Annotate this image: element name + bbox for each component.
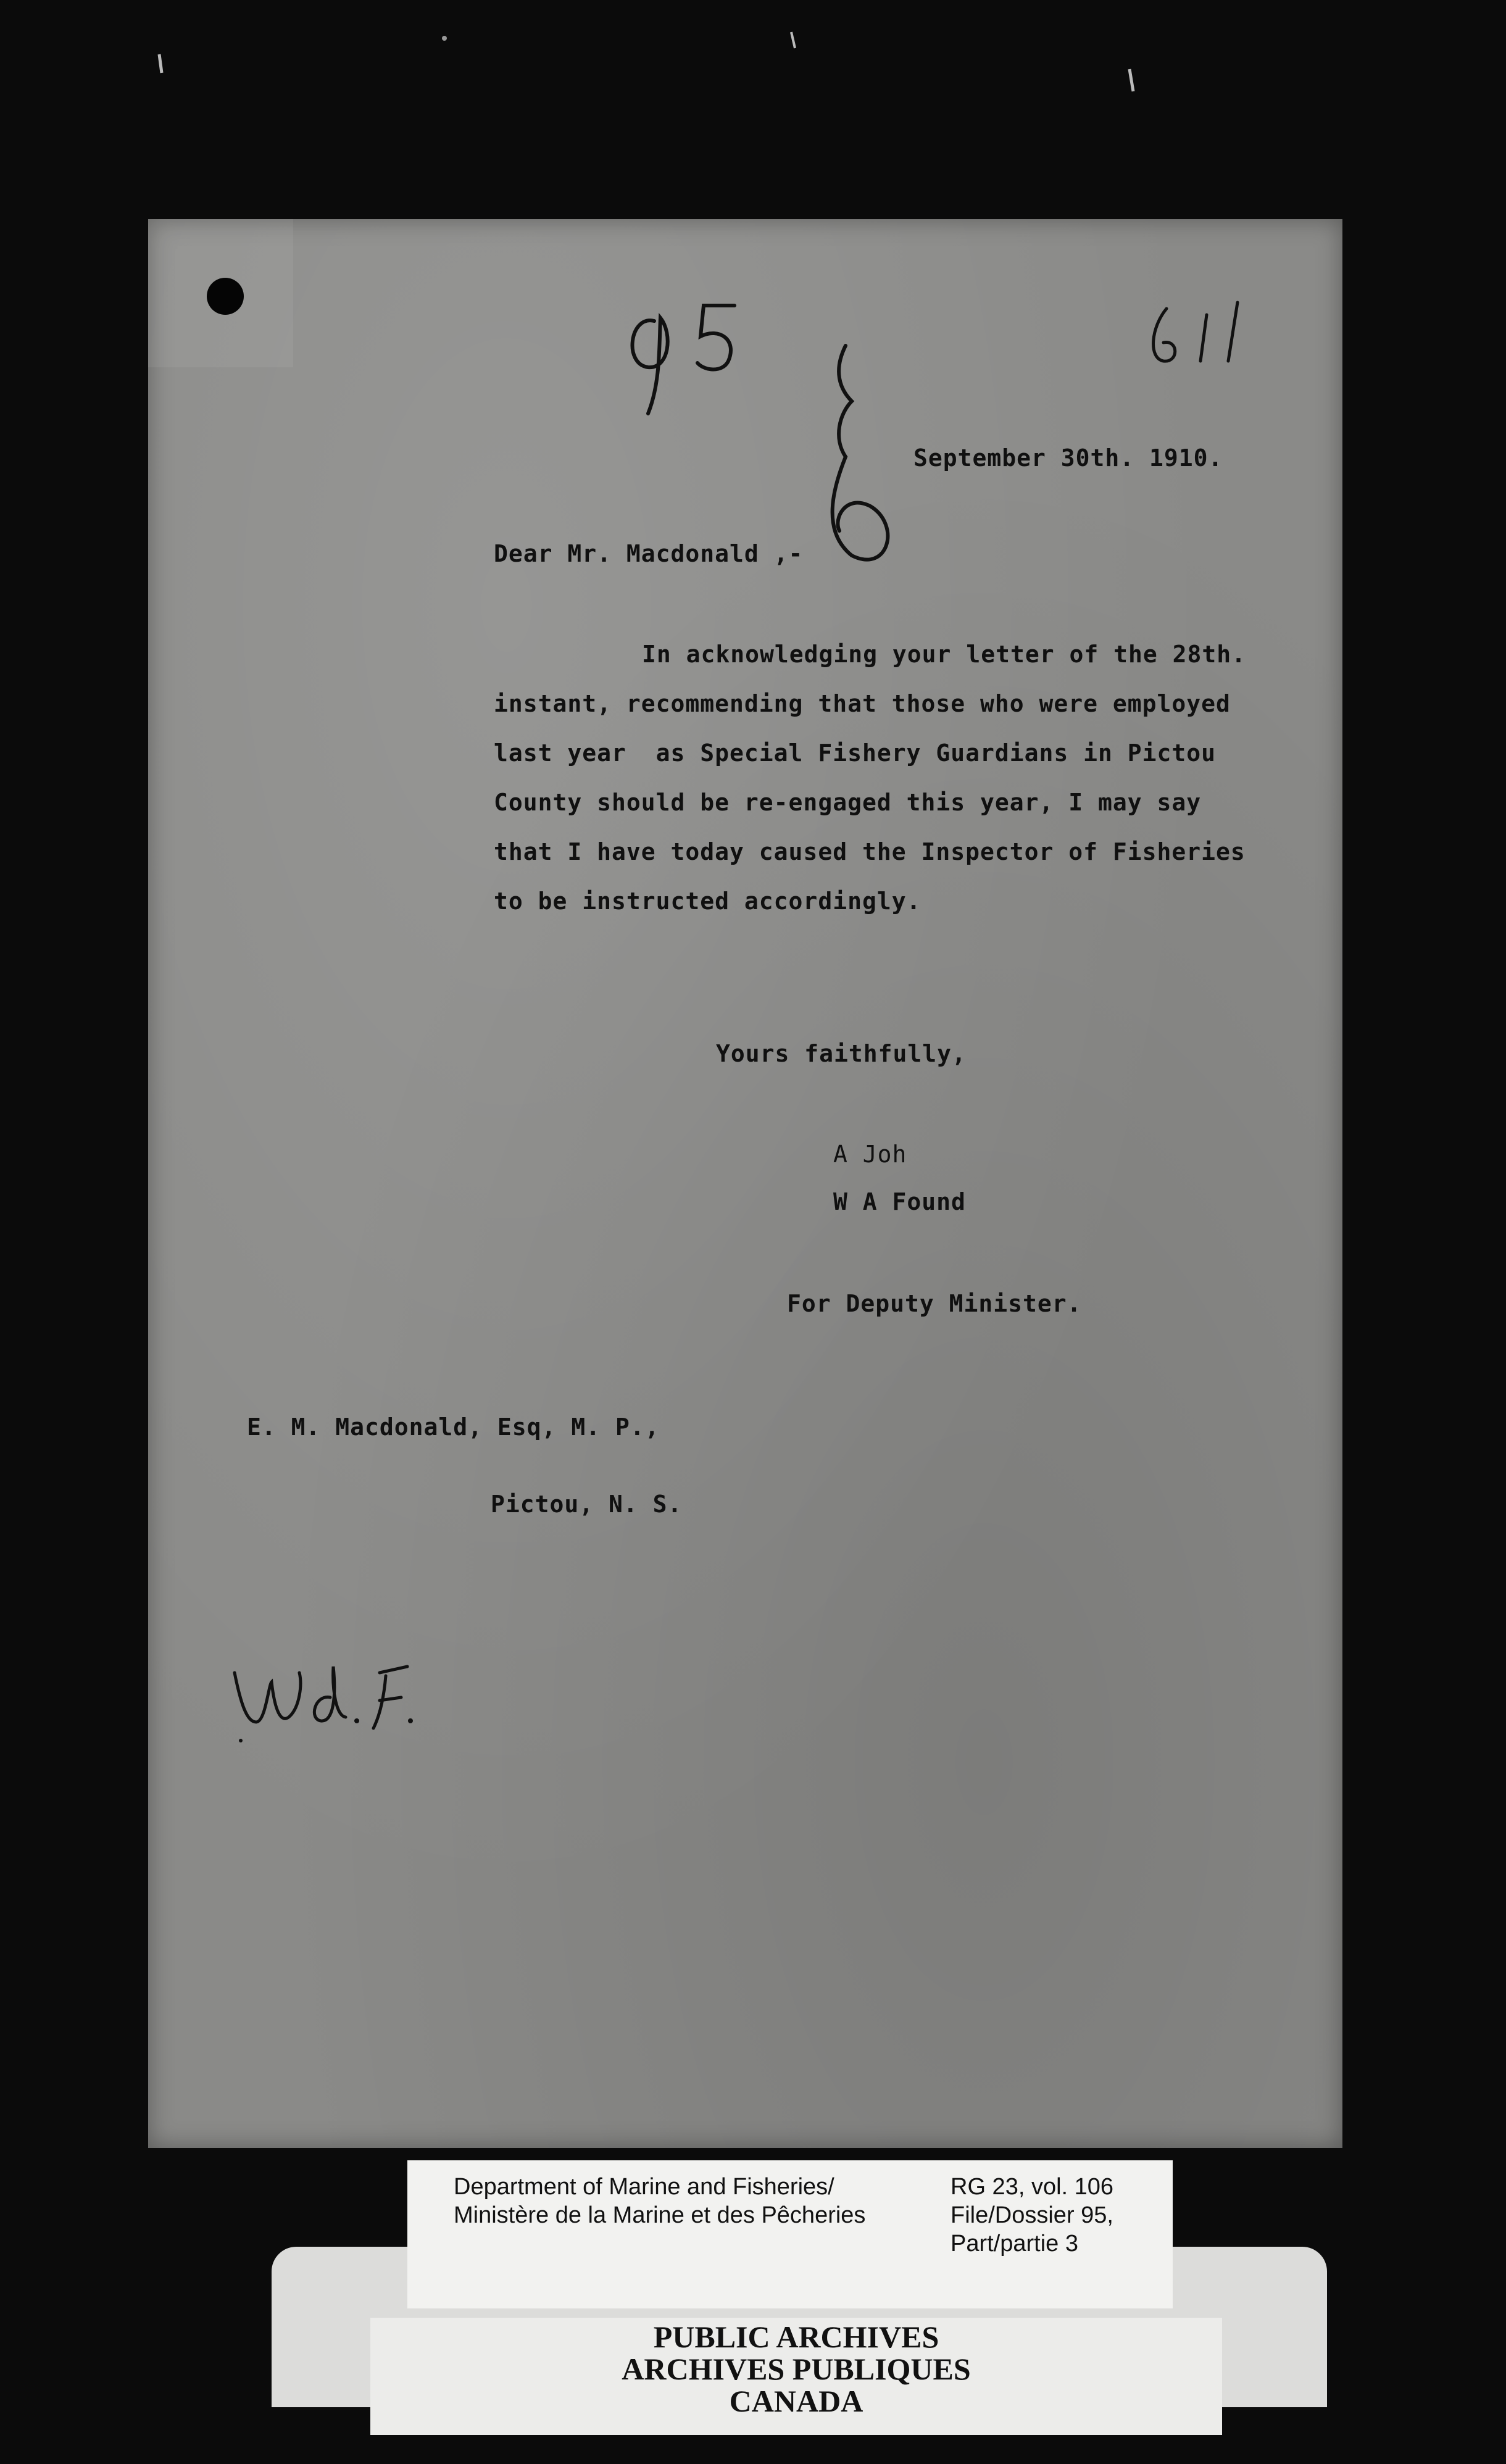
body-line: last year as Special Fishery Guardians in Pictou [494, 739, 1217, 767]
body-line: County should be re-engaged this year, I may say [494, 789, 1202, 816]
salutation: Dear Mr. Macdonald ,- [494, 540, 804, 567]
letter-page [148, 219, 1342, 2148]
reference-line-3: Part/partie 3 [951, 2231, 1078, 2257]
closing: Yours faithfully, [716, 1040, 967, 1067]
body-line: In acknowledging your letter of the 28th. [642, 641, 1246, 668]
handwritten-initials [222, 1648, 444, 1753]
handwritten-folio-number [1136, 290, 1259, 377]
reference-line-2: File/Dossier 95, [951, 2202, 1113, 2228]
department-fr: Ministère de la Marine et des Pêcheries [454, 2202, 866, 2228]
reference-line-1: RG 23, vol. 106 [951, 2174, 1114, 2200]
department-names [454, 2173, 865, 2229]
archive-reference-label [407, 2160, 1173, 2308]
signature-line-2: W A Found [833, 1188, 966, 1215]
archive-reference [951, 2173, 1113, 2258]
department-en: Department of Marine and Fisheries/ [454, 2174, 834, 2200]
recipient-name: E. M. Macdonald, Esq, M. P., [247, 1413, 660, 1441]
body-line: instant, recommending that those who were employed [494, 690, 1231, 717]
signatory-title: For Deputy Minister. [787, 1290, 1082, 1317]
letter-body [494, 630, 1370, 926]
archive-stand-line-2: ARCHIVES PUBLIQUES [622, 2352, 971, 2386]
recipient-place: Pictou, N. S. [491, 1491, 683, 1518]
archive-stand-text [370, 2321, 1222, 2417]
signature-line-1: A Joh [833, 1141, 907, 1168]
archive-stand-line-3: CANADA [729, 2384, 863, 2418]
punch-hole [207, 278, 244, 315]
letter-date: September 30th. 1910. [913, 444, 1223, 472]
body-line: to be instructed accordingly. [494, 888, 921, 915]
handwritten-large-mark [796, 333, 920, 580]
archive-stand-line-1: PUBLIC ARCHIVES [653, 2320, 939, 2354]
handwritten-file-number [611, 290, 753, 426]
body-line: that I have today caused the Inspector of Fisheries [494, 838, 1246, 865]
